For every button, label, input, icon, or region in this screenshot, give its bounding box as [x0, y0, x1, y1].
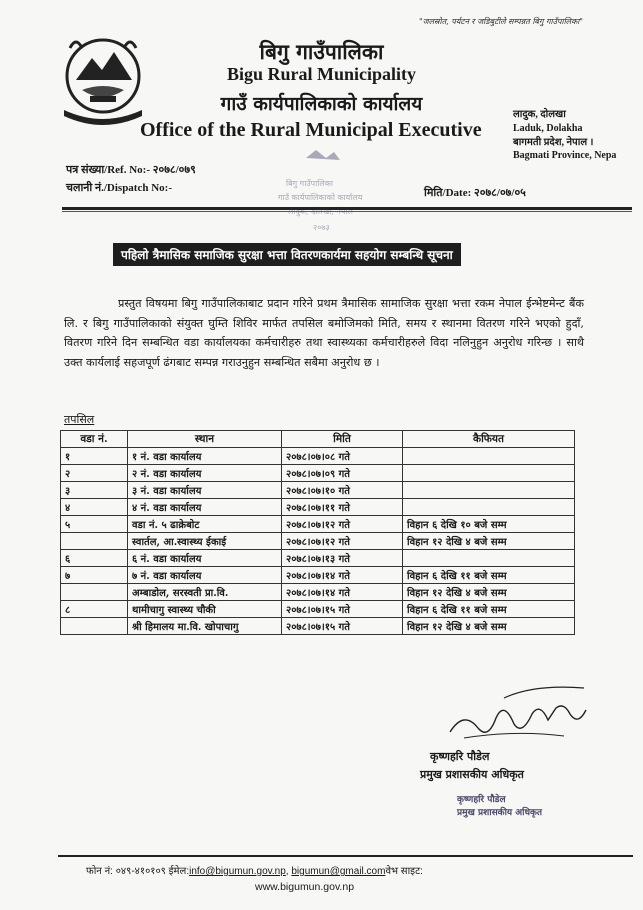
- remarks-cell: विहान ६ देखि ११ बजे सम्म: [403, 567, 575, 584]
- ref-label: पत्र संख्या/Ref. No:-: [66, 164, 150, 176]
- col-header-place: स्थान: [128, 431, 282, 448]
- table-row: [61, 465, 575, 482]
- header-divider: [62, 207, 632, 210]
- date-value: २०७८/०७/०५: [474, 187, 526, 199]
- ward-cell: ६: [61, 550, 128, 567]
- footer-contact: [86, 863, 423, 877]
- table-row: [61, 601, 575, 618]
- office-stamp: [268, 146, 378, 236]
- signatory-seal: [457, 794, 542, 820]
- place-cell: १ नं. वडा कार्यालय: [128, 448, 282, 465]
- table-row: [61, 499, 575, 516]
- municipality-name-en: Bigu Rural Municipality: [226, 64, 417, 84]
- seal-name: कृष्णहरि पौडेल: [457, 795, 506, 805]
- table-row: [61, 567, 575, 584]
- col-header-date: मिति: [282, 431, 403, 448]
- date-cell: २०७८।०७।१४ गते: [282, 567, 403, 584]
- remarks-cell: विहान ६ देखि १० बजे सम्म: [403, 516, 575, 533]
- ward-cell: ३: [61, 482, 128, 499]
- details-label: तपसिल: [64, 413, 95, 426]
- email-separator: ,: [285, 866, 292, 877]
- remarks-cell: विहान ६ देखि ११ बजे सम्म: [403, 601, 575, 618]
- date-cell: २०७८।०७।१४ गते: [282, 584, 403, 601]
- ward-cell: १: [61, 448, 128, 465]
- place-cell: ६ नं. वडा कार्यालय: [128, 550, 282, 567]
- place-cell: स्वार्तल, आ.स्वास्थ्य ईकाई: [128, 533, 282, 550]
- date-cell: २०७८।०७।१२ गते: [282, 516, 403, 533]
- table-row: [61, 533, 575, 550]
- office-name-en: Office of the Rural Municipal Executive: [140, 119, 482, 141]
- ward-cell: [61, 533, 128, 550]
- date-cell: २०७८।०७।१० गते: [282, 482, 403, 499]
- date-cell: २०७८।०७।११ गते: [282, 499, 403, 516]
- ward-cell: ४: [61, 499, 128, 516]
- place-cell: ४ नं. वडा कार्यालय: [128, 499, 282, 516]
- place-cell: ७ नं. वडा कार्यालय: [128, 567, 282, 584]
- website-label: वेभ साइट:: [385, 866, 423, 877]
- stamp-text: बिगु गाउँपालिका: [286, 179, 333, 188]
- ward-cell: ७: [61, 567, 128, 584]
- stamp-text: २०७३: [313, 223, 330, 232]
- signatory-title: प्रमुख प्रशासकीय अधिकृत: [420, 768, 524, 781]
- date-cell: २०७८।०७।१५ गते: [282, 618, 403, 635]
- date-cell: २०७८।०७।०९ गते: [282, 465, 403, 482]
- handwritten-signature: [444, 680, 594, 744]
- place-cell: थामीचागु स्वास्थ्य चौकी: [128, 601, 282, 618]
- address-line: लादुक, दोलखा: [513, 109, 566, 120]
- place-cell: अम्बाडोल, सरस्वती प्रा.वि.: [128, 584, 282, 601]
- stamp-text: गाउँ कार्यपालिकाको कार्यालय: [278, 193, 363, 202]
- dispatch-number: चलानी नं./Dispatch No:-: [66, 182, 172, 194]
- phone-label: फोन नं: ०४९-४१०१०९ ईमेल:: [86, 866, 190, 877]
- table-header-row: [61, 431, 575, 448]
- date-cell: २०७८।०७।०८ गते: [282, 448, 403, 465]
- table-row: [61, 584, 575, 601]
- address-line: बागमती प्रदेश, नेपाल ।: [513, 137, 594, 148]
- remarks-cell: [403, 499, 575, 516]
- place-cell: ३ नं. वडा कार्यालय: [128, 482, 282, 499]
- ward-cell: [61, 584, 128, 601]
- signatory-name: कृष्णहरि पौडेल: [430, 750, 490, 763]
- remarks-cell: [403, 482, 575, 499]
- col-header-ward: वडा नं.: [61, 431, 128, 448]
- ward-cell: [61, 618, 128, 635]
- distribution-schedule-table: [60, 430, 575, 635]
- email-link-info[interactable]: info@bigumun.gov.np: [189, 866, 286, 877]
- table-row: [61, 618, 575, 635]
- office-name-np: गाउँ कार्यपालिकाको कार्यालय: [220, 93, 423, 115]
- table-row: [61, 482, 575, 499]
- date-cell: २०७८।०७।१२ गते: [282, 533, 403, 550]
- place-cell: वडा नं. ५ ढाक्रेबोट: [128, 516, 282, 533]
- letter-date: [424, 185, 526, 200]
- date-cell: २०७८।०७।१३ गते: [282, 550, 403, 567]
- date-label: मिति/Date:: [424, 187, 472, 199]
- remarks-cell: [403, 550, 575, 567]
- reference-number: [66, 162, 196, 177]
- table-row: [61, 448, 575, 465]
- ward-cell: ५: [61, 516, 128, 533]
- ward-cell: ८: [61, 601, 128, 618]
- remarks-cell: [403, 465, 575, 482]
- header-divider: [62, 211, 632, 212]
- seal-title: प्रमुख प्रशासकीय अधिकृत: [457, 808, 543, 818]
- notice-body: प्रस्तुत विषयमा बिगु गाउँपालिकाबाट प्रदान गरिने प्रथम त्रैमासिक सामाजिक सुरक्षा भत्ता रकम नेपाल ईन्भेष्टमेन्ट बैंक लि. र बिगु गाउँपालिकाको संयुक्त घुम्ति शिविर मार्फत तपसिल बमोजिमको मिति, समय र स्थानमा वितरण गरिने भएको हुदाँ, वितरण गरिने दिन सम्बन्धित वडा कार्यालयका कर्मचारीहरु तथा स्वास्थ्यका कर्मचारीहरुले विदा नलिनुहुन अनुरोध गरिन्छ । साथै उक्त कार्यलाई सहजपूर्ण ढंगबाट सम्पन्न गराउनुहुन सम्बन्धित सबैमा अनुरोध छ ।: [64, 297, 584, 369]
- subject-banner: पहिलो त्रैमासिक समाजिक सुरक्षा भत्ता वितरणकार्यमा सहयोग सम्बन्धि सूचना: [113, 243, 461, 266]
- ref-value: २०७८/०७९: [152, 164, 196, 176]
- place-cell: श्री हिमालय मा.वि. खोपाचागु: [128, 618, 282, 635]
- remarks-cell: [403, 448, 575, 465]
- website-link[interactable]: www.bigumun.gov.np: [255, 881, 355, 893]
- remarks-cell: विहान १२ देखि ४ बजे सम्म: [403, 533, 575, 550]
- email-link-gmail[interactable]: bigumun@gmail.com: [291, 866, 386, 877]
- col-header-remarks: कैफियत: [403, 431, 575, 448]
- address-line: Laduk, Dolakha: [513, 123, 583, 134]
- date-cell: २०७८।०७।१५ गते: [282, 601, 403, 618]
- footer-divider: [58, 855, 633, 857]
- motto-text: "जलस्रोत, पर्यटन र जडिबुटीले सम्पन्नत बिगु गाउँपालिका": [418, 17, 583, 26]
- table-row: [61, 550, 575, 567]
- remarks-cell: विहान १२ देखि ४ बजे सम्म: [403, 584, 575, 601]
- municipality-name-np: बिगु गाउँपालिका: [259, 39, 384, 64]
- address-block: [513, 108, 593, 150]
- remarks-cell: विहान १२ देखि ४ बजे सम्म: [403, 618, 575, 635]
- place-cell: २ नं. वडा कार्यालय: [128, 465, 282, 482]
- table-row: [61, 516, 575, 533]
- address-line: Bagmati Province, Nepa: [513, 150, 617, 161]
- ward-cell: २: [61, 465, 128, 482]
